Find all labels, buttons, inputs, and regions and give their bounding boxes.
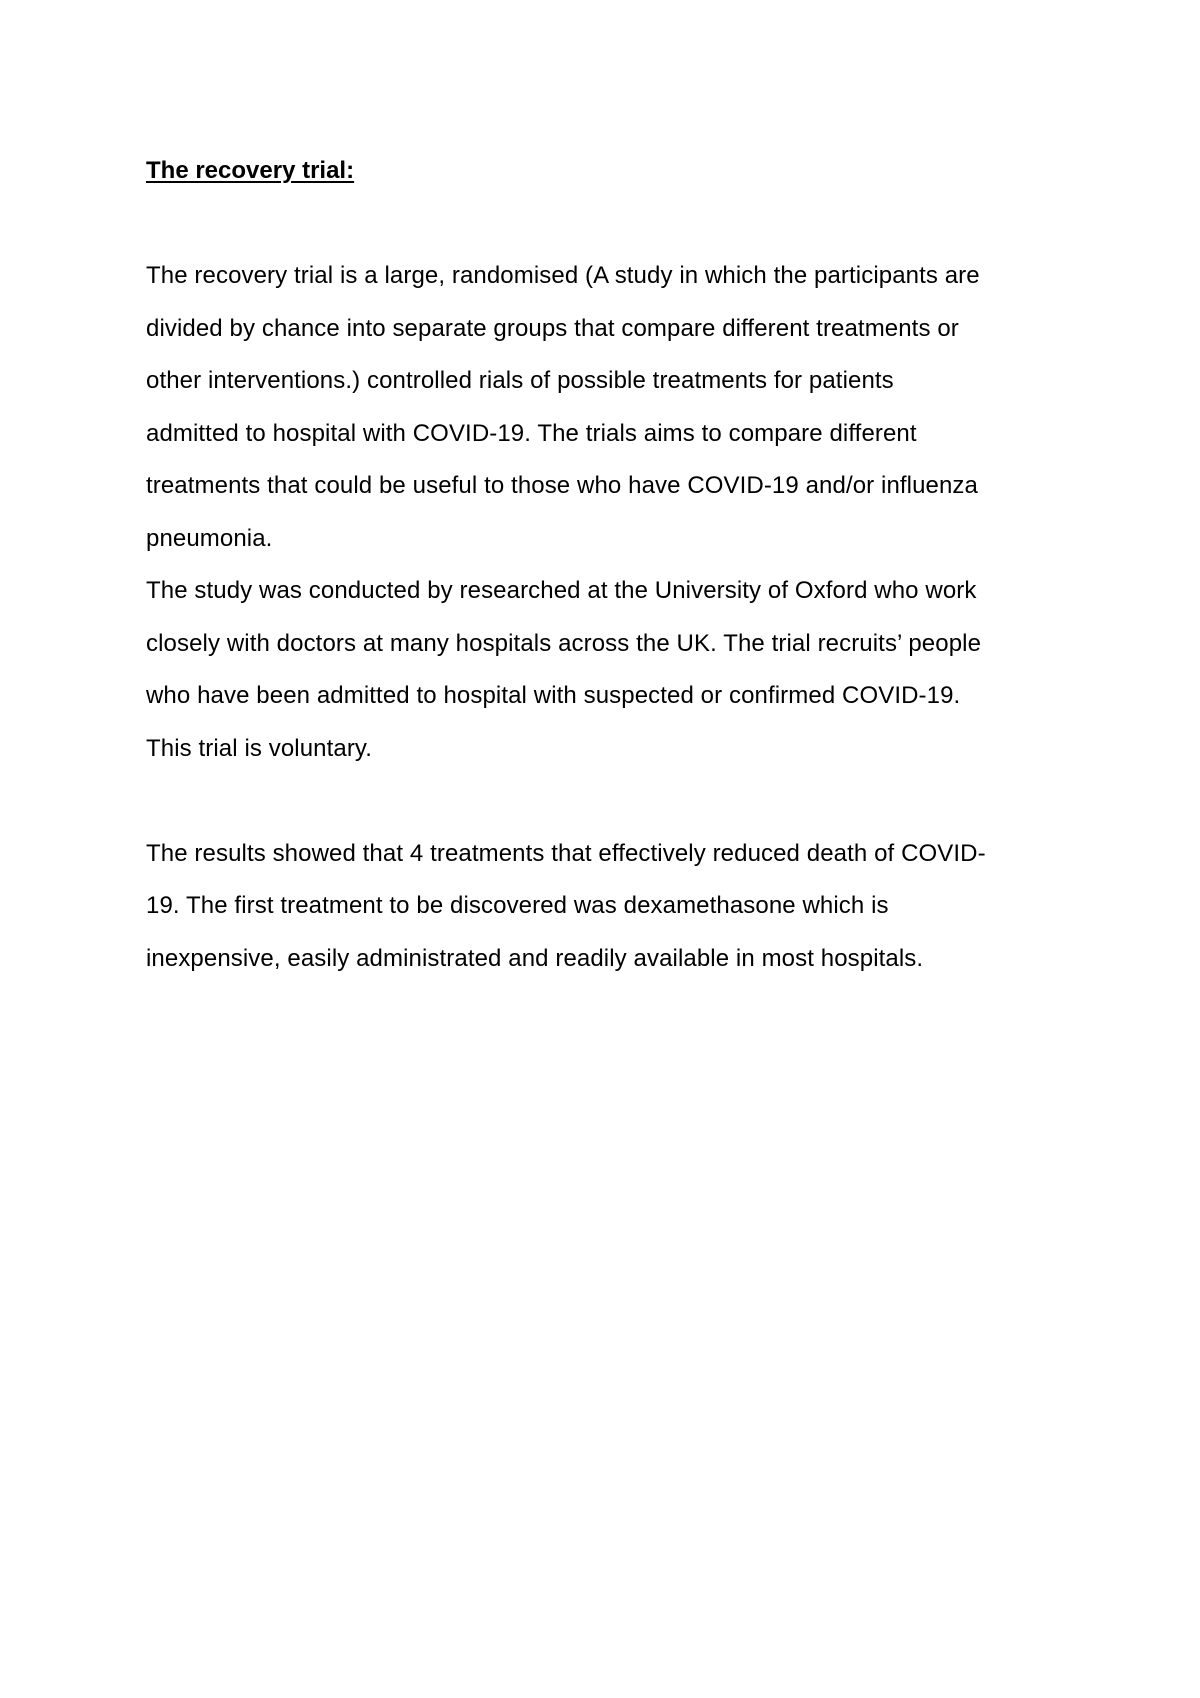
text-line: inexpensive, easily administrated and readily available in most hospitals. <box>146 944 924 972</box>
text-line: pneumonia. <box>146 524 273 552</box>
text-line: treatments that could be useful to those who have COVID-19 and/or influenza <box>146 472 978 499</box>
paragraph-trial-description <box>146 250 1076 565</box>
blank-line <box>146 198 1076 251</box>
text-line: other interventions.) controlled rials of possible treatments for patients <box>146 367 894 394</box>
text-line: admitted to hospital with COVID-19. The trials aims to compare different <box>146 419 917 447</box>
text-line: The study was conducted by researched at the University of Oxford who work <box>146 577 977 604</box>
text-line: The recovery trial is a large, randomised (A study in which the participants are <box>146 262 980 289</box>
text-line: The results showed that 4 treatments that effectively reduced death of COVID- <box>146 839 986 867</box>
text-line: closely with doctors at many hospitals across the UK. The trial recruits’ people <box>146 629 982 657</box>
document-title: The recovery trial: <box>146 157 355 184</box>
text-line: 19. The first treatment to be discovered was dexamethasone which is <box>146 892 889 919</box>
text-line: This trial is voluntary. <box>146 734 373 762</box>
paragraph-study-conduct <box>146 565 1076 775</box>
text-line: divided by chance into separate groups that compare different treatments or <box>146 314 959 342</box>
text-line: who have been admitted to hospital with suspected or confirmed COVID-19. <box>146 682 961 709</box>
blank-line <box>146 775 1076 828</box>
document-body <box>146 145 1076 985</box>
paragraph-results <box>146 828 1076 986</box>
